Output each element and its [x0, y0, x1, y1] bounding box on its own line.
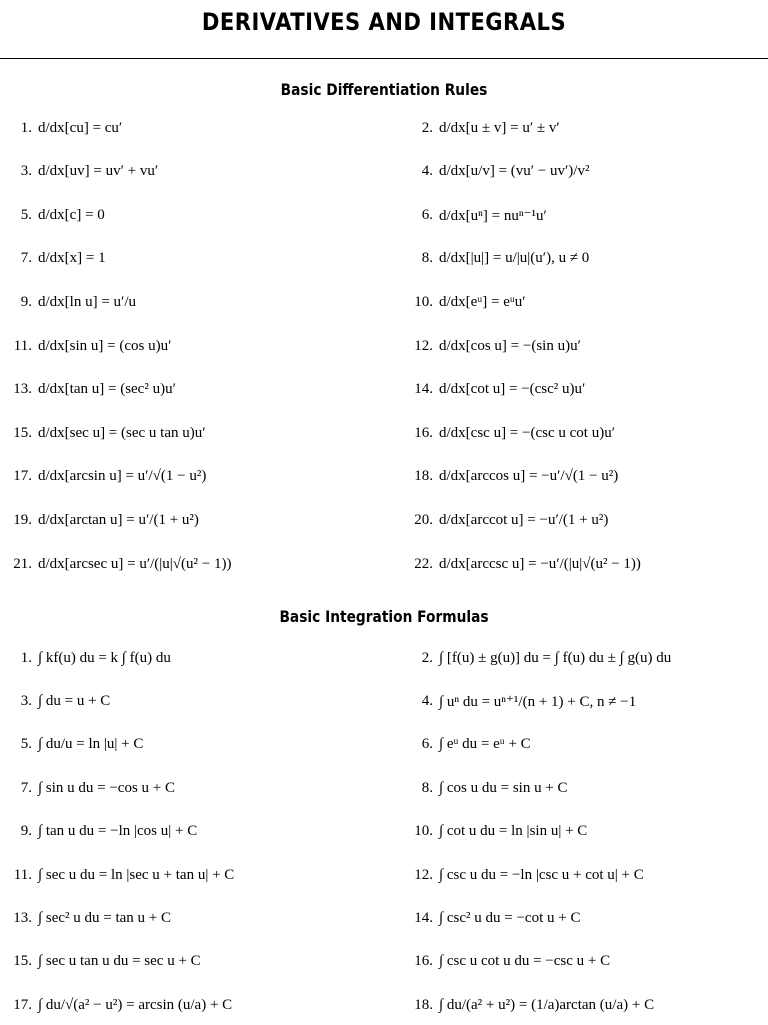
integration-formula-expression: ∫ du/u = ln |u| + C — [38, 736, 144, 753]
integration-formula-18 — [395, 985, 654, 1025]
differentiation-rule-number: 8. — [421, 250, 433, 267]
title-divider — [0, 58, 768, 59]
differentiation-rule-expression: d/dx[arccsc u] = −u′/(|u|√(u² − 1)) — [439, 555, 641, 572]
differentiation-rule-3 — [0, 152, 158, 192]
differentiation-rule-1 — [0, 108, 122, 148]
differentiation-rule-expression: d/dx[cot u] = −(csc² u)u′ — [439, 381, 586, 398]
differentiation-rule-expression: d/dx[sin u] = (cos u)u′ — [38, 337, 172, 354]
integration-formula-expression: ∫ du = u + C — [38, 692, 111, 709]
integration-formula-number: 2. — [421, 649, 433, 666]
differentiation-rule-7 — [0, 239, 106, 279]
differentiation-rule-expression: d/dx[u/v] = (vu′ − uv′)/v² — [439, 163, 590, 180]
differentiation-rule-expression: d/dx[csc u] = −(csc u cot u)u′ — [439, 424, 615, 441]
integration-formula-expression: ∫ csc u cot u du = −csc u + C — [439, 953, 611, 970]
differentiation-rule-number: 1. — [20, 119, 32, 136]
differentiation-rule-number: 2. — [421, 119, 433, 136]
integration-formula-expression: ∫ kf(u) du = k ∫ f(u) du — [38, 649, 171, 666]
integration-formula-3 — [0, 681, 110, 721]
differentiation-rule-number: 6. — [421, 206, 433, 223]
differentiation-rule-6 — [395, 195, 547, 235]
integration-formula-expression: ∫ cos u du = sin u + C — [439, 779, 568, 796]
integration-formula-10 — [395, 812, 587, 852]
differentiation-rule-number: 14. — [414, 381, 433, 398]
integration-formula-1 — [0, 638, 171, 678]
integration-formula-expression: ∫ uⁿ du = uⁿ⁺¹/(n + 1) + C, n ≠ −1 — [439, 693, 637, 710]
differentiation-rule-number: 4. — [421, 163, 433, 180]
integration-formula-number: 7. — [20, 779, 32, 796]
integration-formula-number: 6. — [421, 736, 433, 753]
integration-formula-17 — [0, 985, 232, 1025]
integration-formula-number: 3. — [20, 692, 32, 709]
differentiation-rule-expression: d/dx[c] = 0 — [38, 206, 105, 223]
integration-formula-number: 9. — [20, 823, 32, 840]
integration-formula-expression: ∫ cot u du = ln |sin u| + C — [439, 823, 588, 840]
integration-formula-expression: ∫ sec u du = ln |sec u + tan u| + C — [38, 866, 235, 883]
integration-formula-6 — [395, 725, 531, 765]
integration-formula-number: 4. — [421, 692, 433, 709]
differentiation-rule-4 — [395, 152, 589, 192]
differentiation-rule-17 — [0, 457, 206, 497]
differentiation-rule-number: 13. — [13, 381, 32, 398]
integration-formula-5 — [0, 725, 143, 765]
differentiation-rule-16 — [395, 413, 615, 453]
integration-formula-number: 11. — [13, 866, 32, 883]
differentiation-rule-expression: d/dx[u ± v] = u′ ± v′ — [439, 119, 560, 136]
differentiation-rule-expression: d/dx[x] = 1 — [38, 250, 106, 267]
differentiation-rule-number: 15. — [13, 424, 32, 441]
differentiation-rule-22 — [395, 544, 641, 584]
integration-formula-number: 16. — [414, 953, 433, 970]
differentiation-rule-number: 12. — [414, 337, 433, 354]
integration-formula-16 — [395, 942, 610, 982]
integration-formula-expression: ∫ sec² u du = tan u + C — [38, 909, 172, 926]
integration-formula-expression: ∫ tan u du = −ln |cos u| + C — [38, 823, 198, 840]
integration-formula-number: 1. — [20, 649, 32, 666]
differentiation-rule-expression: d/dx[arccos u] = −u′/√(1 − u²) — [439, 468, 619, 485]
integration-formula-expression: ∫ sec u tan u du = sec u + C — [38, 953, 201, 970]
differentiation-rule-number: 5. — [20, 206, 32, 223]
differentiation-rule-20 — [395, 500, 608, 540]
differentiation-rule-expression: d/dx[arcsec u] = u′/(|u|√(u² − 1)) — [38, 555, 232, 572]
differentiation-rule-number: 20. — [414, 511, 433, 528]
integration-formula-number: 8. — [421, 779, 433, 796]
differentiation-rule-number: 10. — [414, 293, 433, 310]
differentiation-rule-number: 17. — [13, 468, 32, 485]
page-title: DERIVATIVES AND INTEGRALS — [201, 8, 567, 36]
integration-formula-15 — [0, 942, 201, 982]
integration-formula-14 — [395, 898, 580, 938]
integration-formula-expression: ∫ csc² u du = −cot u + C — [439, 909, 581, 926]
integration-formula-number: 12. — [414, 866, 433, 883]
differentiation-rule-expression: d/dx[uv] = uv′ + vu′ — [38, 163, 159, 180]
integration-formula-number: 13. — [13, 909, 32, 926]
integration-formula-11 — [0, 855, 234, 895]
differentiation-rule-5 — [0, 195, 105, 235]
differentiation-rule-number: 9. — [20, 293, 32, 310]
integration-formula-9 — [0, 812, 197, 852]
differentiation-rule-number: 22. — [414, 555, 433, 572]
integration-formula-expression: ∫ sin u du = −cos u + C — [38, 779, 175, 796]
integration-formula-number: 15. — [13, 953, 32, 970]
differentiation-rule-number: 7. — [20, 250, 32, 267]
differentiation-rule-18 — [395, 457, 618, 497]
differentiation-rule-expression: d/dx[eᵘ] = eᵘu′ — [439, 293, 526, 310]
integration-formula-expression: ∫ du/(a² + u²) = (1/a)arctan (u/a) + C — [439, 996, 655, 1013]
differentiation-rule-expression: d/dx[uⁿ] = nuⁿ⁻¹u′ — [439, 207, 547, 224]
integration-formula-7 — [0, 768, 175, 808]
differentiation-rule-13 — [0, 370, 176, 410]
integration-formula-expression: ∫ [f(u) ± g(u)] du = ∫ f(u) du ± ∫ g(u) du — [439, 649, 672, 666]
differentiation-rule-21 — [0, 544, 231, 584]
integration-formula-number: 5. — [20, 736, 32, 753]
differentiation-rule-11 — [0, 326, 171, 366]
differentiation-rule-9 — [0, 282, 136, 322]
differentiation-rule-15 — [0, 413, 206, 453]
differentiation-rule-expression: d/dx[cu] = cu′ — [38, 119, 123, 136]
integration-heading: Basic Integration Formulas — [279, 607, 489, 626]
differentiation-rule-expression: d/dx[arctan u] = u′/(1 + u²) — [38, 511, 199, 528]
differentiation-rule-14 — [395, 370, 585, 410]
differentiation-rule-number: 3. — [20, 163, 32, 180]
integration-formula-2 — [395, 638, 671, 678]
differentiation-rule-number: 19. — [13, 511, 32, 528]
integration-formula-number: 17. — [13, 996, 32, 1013]
differentiation-rule-number: 21. — [13, 555, 32, 572]
integration-formula-expression: ∫ du/√(a² − u²) = arcsin (u/a) + C — [38, 996, 233, 1013]
integration-formula-12 — [395, 855, 644, 895]
differentiation-rule-10 — [395, 282, 526, 322]
differentiation-rule-expression: d/dx[arcsin u] = u′/√(1 − u²) — [38, 468, 207, 485]
integration-formula-number: 18. — [414, 996, 433, 1013]
differentiation-rule-expression: d/dx[arccot u] = −u′/(1 + u²) — [439, 511, 609, 528]
integration-formula-4 — [395, 681, 636, 721]
differentiation-rule-expression: d/dx[sec u] = (sec u tan u)u′ — [38, 424, 206, 441]
differentiation-rule-19 — [0, 500, 199, 540]
differentiation-rule-8 — [395, 239, 589, 279]
differentiation-rule-2 — [395, 108, 560, 148]
differentiation-rule-expression: d/dx[tan u] = (sec² u)u′ — [38, 381, 176, 398]
differentiation-rule-expression: d/dx[|u|] = u/|u|(u′), u ≠ 0 — [439, 250, 590, 267]
differentiation-rule-number: 18. — [414, 468, 433, 485]
integration-formula-expression: ∫ eᵘ du = eᵘ + C — [439, 736, 531, 753]
differentiation-rule-number: 11. — [13, 337, 32, 354]
differentiation-rule-expression: d/dx[cos u] = −(sin u)u′ — [439, 337, 581, 354]
integration-formula-number: 10. — [414, 823, 433, 840]
differentiation-rule-12 — [395, 326, 581, 366]
differentiation-rule-number: 16. — [414, 424, 433, 441]
differentiation-rule-expression: d/dx[ln u] = u′/u — [38, 293, 136, 310]
integration-formula-expression: ∫ csc u du = −ln |csc u + cot u| + C — [439, 866, 644, 883]
integration-formula-number: 14. — [414, 909, 433, 926]
integration-formula-8 — [395, 768, 568, 808]
integration-formula-13 — [0, 898, 171, 938]
differentiation-heading: Basic Differentiation Rules — [280, 80, 488, 99]
